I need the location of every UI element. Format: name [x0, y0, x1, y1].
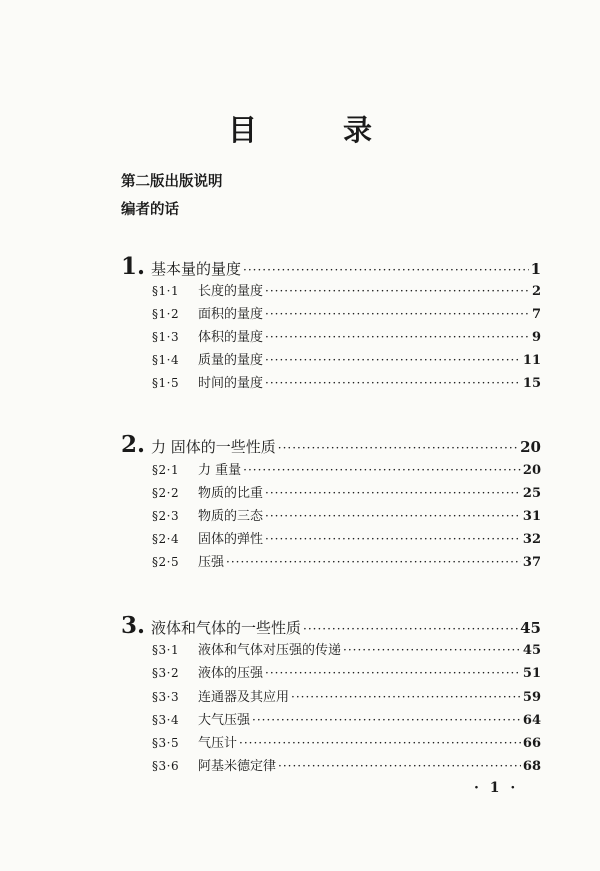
toc-entry: [152, 303, 541, 322]
section-number: §3·2: [152, 666, 180, 680]
chapter-title: 基本量的量度: [151, 260, 242, 278]
chapter-title: 力 固体的一些性质: [151, 438, 276, 456]
section-number: §2·5: [152, 555, 180, 569]
chapter-page: 1: [530, 260, 541, 278]
leader-dots: [265, 307, 530, 321]
toc-entry: [152, 505, 541, 524]
section-page: 9: [531, 330, 541, 345]
section-number: §3·4: [152, 713, 180, 727]
toc-entry: [152, 349, 541, 368]
section-page: 45: [522, 643, 541, 658]
toc-entry: [152, 662, 541, 681]
toc-entry: [152, 528, 541, 547]
section-page: 11: [522, 353, 541, 368]
section-title: 物质的比重: [198, 486, 264, 501]
chapter-2: [121, 431, 541, 458]
section-number: §2·4: [152, 532, 180, 546]
section-page: 64: [522, 713, 541, 728]
leader-dots: [265, 532, 521, 546]
leader-dots: [265, 486, 521, 500]
section-page: 68: [522, 759, 541, 774]
chapter-page: 45: [520, 619, 541, 637]
section-title: 液体和气体对压强的传递: [198, 643, 342, 658]
chapter-number: 3.: [121, 612, 146, 639]
section-page: 25: [522, 486, 541, 501]
toc-entry: [152, 326, 541, 345]
section-number: §1·4: [152, 353, 180, 367]
section-title: 面积的量度: [198, 307, 264, 322]
section-page: 31: [522, 509, 541, 524]
toc-entry: [152, 755, 541, 774]
section-title: 气压计: [198, 736, 238, 751]
leader-dots: [239, 736, 521, 750]
toc-entry: [152, 459, 541, 478]
section-title: 长度的量度: [198, 284, 264, 299]
section-number: §2·3: [152, 509, 180, 523]
leader-dots: [265, 376, 521, 390]
section-number: §1·2: [152, 307, 180, 321]
toc-entry: [152, 709, 541, 728]
section-number: §1·5: [152, 376, 180, 390]
section-number: §3·1: [152, 643, 180, 657]
toc-entry: [152, 732, 541, 751]
section-title: 力 重量: [198, 463, 242, 478]
section-title: 压强: [198, 555, 225, 570]
toc-entry: [152, 686, 541, 705]
section-number: §3·3: [152, 690, 180, 704]
chapter-number: 2.: [121, 431, 146, 458]
section-page: 15: [522, 376, 541, 391]
toc-entry: [152, 639, 541, 658]
toc-title: 目 录: [227, 113, 411, 147]
section-title: 固体的弹性: [198, 532, 264, 547]
section-page: 20: [522, 463, 541, 478]
toc-entry: [152, 482, 541, 501]
leader-dots: [243, 463, 521, 477]
section-page: 7: [531, 307, 541, 322]
leader-dots: [343, 643, 521, 657]
leader-dots: [278, 759, 521, 773]
page-number: · 1 ·: [474, 780, 519, 796]
section-number: §3·6: [152, 759, 180, 773]
section-number: §1·1: [152, 284, 180, 298]
front-matter-editor-note: 编者的话: [121, 201, 179, 218]
chapter-3: [121, 612, 541, 639]
leader-dots: [265, 284, 530, 298]
section-title: 连通器及其应用: [198, 690, 290, 705]
section-page: 37: [522, 555, 541, 570]
chapter-page: 20: [520, 438, 541, 456]
section-page: 66: [522, 736, 541, 751]
leader-dots: [265, 666, 521, 680]
section-title: 体积的量度: [198, 330, 264, 345]
section-number: §1·3: [152, 330, 180, 344]
leader-dots: [265, 509, 521, 523]
toc-entry: [152, 372, 541, 391]
leader-dots: [243, 263, 529, 277]
section-title: 大气压强: [198, 713, 251, 728]
leader-dots: [265, 353, 521, 367]
chapter-number: 1.: [121, 253, 146, 280]
section-page: 51: [522, 666, 541, 681]
leader-dots: [278, 441, 518, 455]
chapter-1: [121, 253, 541, 280]
section-title: 时间的量度: [198, 376, 264, 391]
section-number: §2·1: [152, 463, 180, 477]
leader-dots: [226, 555, 521, 569]
chapter-title: 液体和气体的一些性质: [151, 619, 302, 637]
section-page: 2: [531, 284, 541, 299]
section-number: §3·5: [152, 736, 180, 750]
leader-dots: [291, 690, 521, 704]
section-title: 物质的三态: [198, 509, 264, 524]
toc-entry: [152, 551, 541, 570]
section-page: 32: [522, 532, 541, 547]
section-page: 59: [522, 690, 541, 705]
toc-entry: [152, 280, 541, 299]
leader-dots: [252, 713, 521, 727]
section-number: §2·2: [152, 486, 180, 500]
front-matter-preface: 第二版出版说明: [121, 173, 223, 190]
section-title: 阿基米德定律: [198, 759, 277, 774]
leader-dots: [265, 330, 530, 344]
leader-dots: [303, 622, 518, 636]
section-title: 质量的量度: [198, 353, 264, 368]
section-title: 液体的压强: [198, 666, 264, 681]
